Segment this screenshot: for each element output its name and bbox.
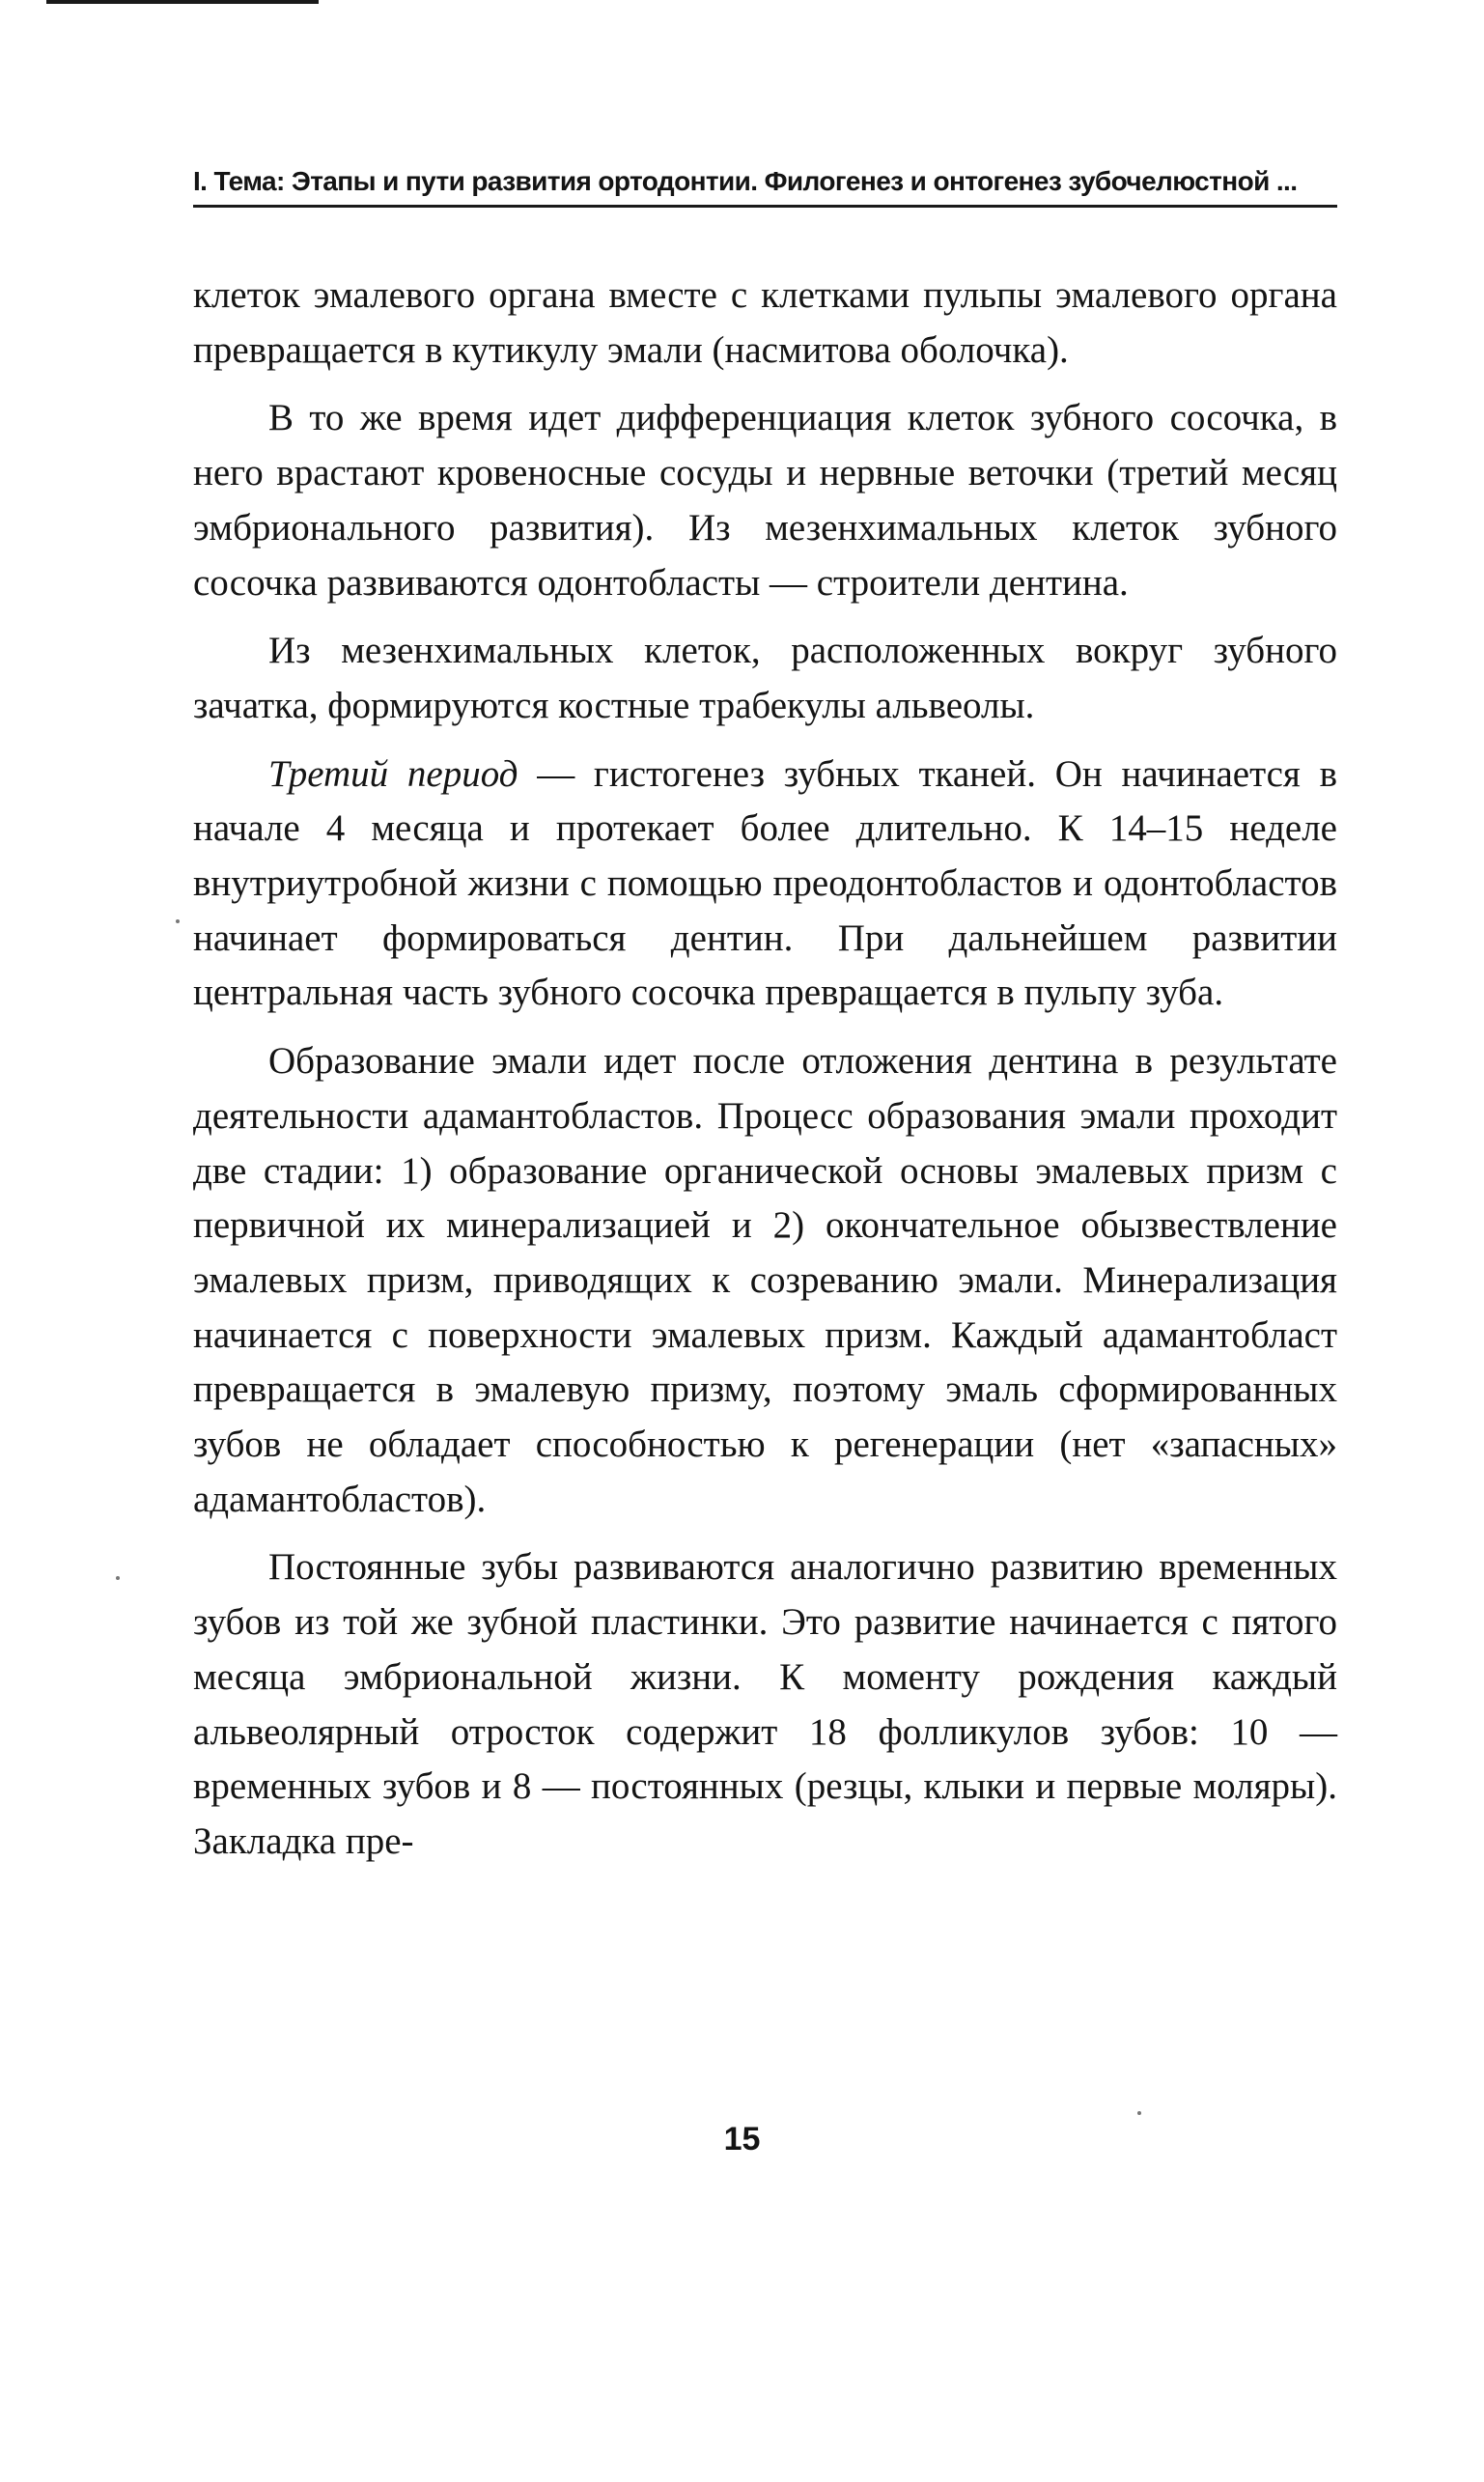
- top-edge-rule: [46, 0, 319, 4]
- paragraph-1: клеток эмалевого органа вместе с клетками пульпы эмалевого органа превращается в кутикулу эмали (насмитова оболочка).: [193, 274, 1337, 371]
- scan-speck: [176, 919, 180, 923]
- paragraph-4: [193, 747, 1337, 1022]
- paragraph-4-text: — гистогенез зубных тканей. Он начинается в начале 4 месяца и протекает более длительно. К 14–15 неделе внутриутробной жизни с помощью преодонтобластов и одонтобластов начинает формироваться дентин. При дальнейшем развитии центральная часть зубного сосочка превращается в пульпу зуба.: [193, 752, 1337, 1014]
- scan-speck: [116, 1576, 120, 1580]
- paragraph-2: В то же время идет дифференциация клеток зубного сосочка, в него врастают кровеносные сосуды и нервные веточки (третий месяц эмбрионального развития). Из мезенхимальных клеток зубного сосочка развиваются одонтобласты — строители дентина.: [193, 397, 1337, 604]
- italic-term: Третий период: [268, 752, 518, 795]
- paragraph-6: Постоянные зубы развиваются аналогично развитию временных зубов из той же зубной пластинки. Это развитие начинается с пятого месяца эмбриональной жизни. К моменту рождения каждый альвеолярный отросток содержит 18 фолликулов зубов: 10 — временных зубов и 8 — постоянных (резцы, клыки и первые моляры). Закладка пре-: [193, 1546, 1337, 1862]
- paragraph-3: Из мезенхимальных клеток, расположенных вокруг зубного зачатка, формируются костные трабекулы альвеолы.: [193, 630, 1337, 726]
- page-number: 15: [723, 2121, 761, 2158]
- paragraph-5: Образование эмали идет после отложения дентина в результате деятельности адамантобластов. Процесс образования эмали проходит две стадии: 1) образование органической основы эмалевых призм с первичной их минерализацией и 2) окончательное обызвествление эмалевых призм, приводящих к созреванию эмали. Минерализация начинается с поверхности эмалевых призм. Каждый адамантобласт превращается в эмалевую призму, поэтому эмаль сформированных зубов не обладает способностью к регенерации (нет «запасных» адамантобластов).: [193, 1040, 1337, 1520]
- running-head: I. Тема: Этапы и пути развития ортодонтии. Филогенез и онтогенез зубочелюстной ...: [193, 162, 1337, 208]
- body-text: [193, 268, 1337, 1883]
- scan-speck: [1137, 2111, 1141, 2115]
